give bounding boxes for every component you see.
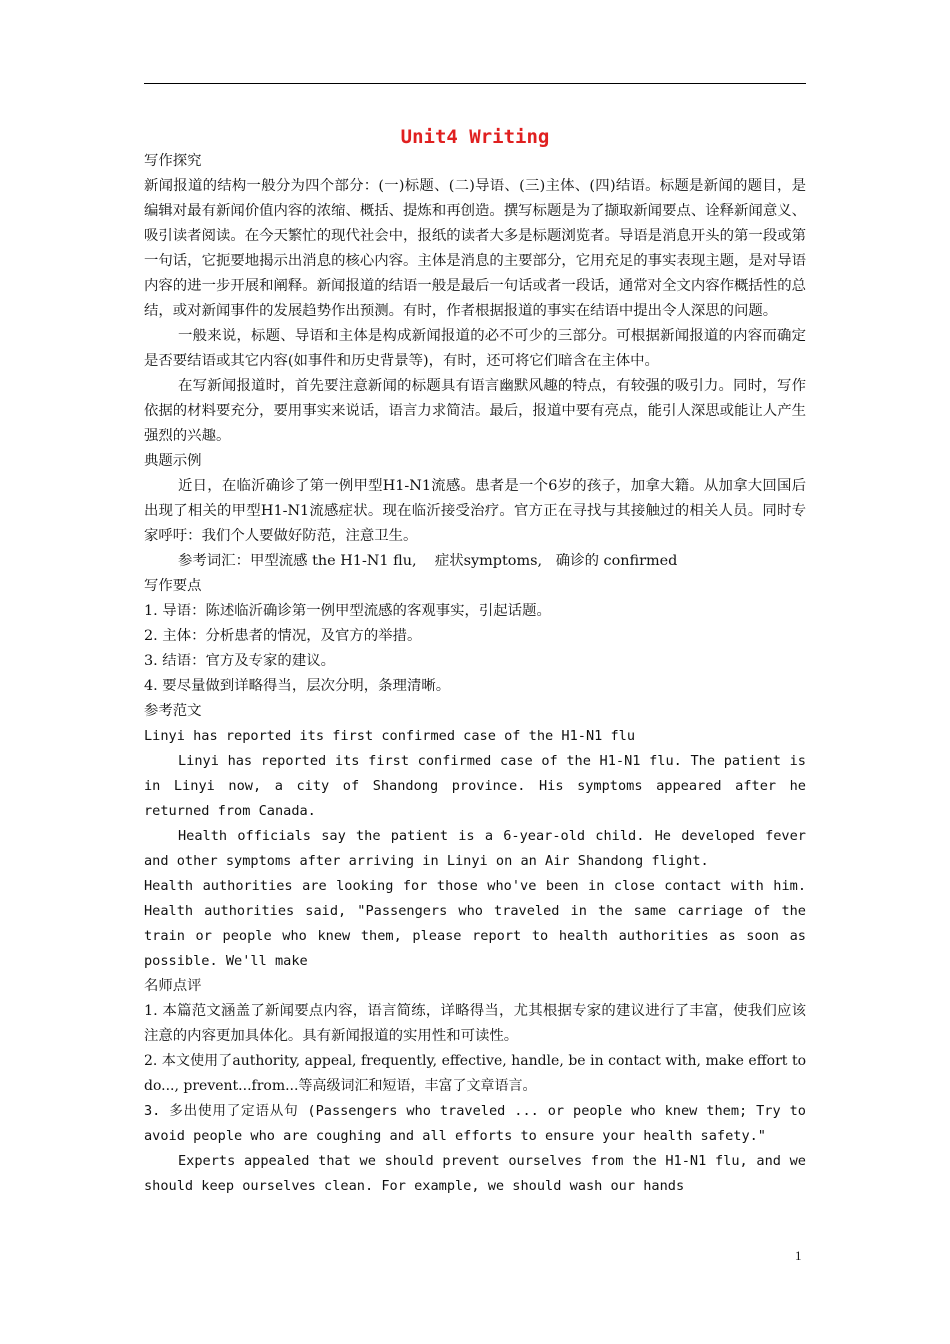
explore-heading: 写作探究 [144,153,202,169]
vocab-line: 参考词汇：甲型流感 the H1-N1 flu, 症状symptoms, 确诊的 confirmed [178,553,678,569]
header-rule [144,83,806,84]
document-body [144,149,806,1199]
explore-paragraph-3: 在写新闻报道时，首先要注意新闻的标题具有语言幽默风趣的特点，有较强的吸引力。同时，写作依据的材料要充分，要用事实来说话，语言力求简洁。最后，报道中要有亮点，能引人深思或能让人产生强烈的兴趣。 [144,378,806,444]
model-paragraph-3: Health authorities are looking for those who've been in close contact with him. Health authorities said, "Passengers who traveled in the same carriage of the train or people who knew them, please report to health authorities as soon as possible. We'll make [144,878,806,969]
comment-heading: 名师点评 [144,978,202,994]
point-item: 1. 导语：陈述临沂确诊第一例甲型流感的客观事实，引起话题。 [144,603,551,619]
comment-1: 1. 本篇范文涵盖了新闻要点内容，语言简练，详略得当，尤其根据专家的建议进行了丰富，使我们应该注意的内容更加具体化。具有新闻报道的实用性和可读性。 [144,1003,806,1044]
points-heading: 写作要点 [144,578,202,594]
model-paragraph-2: Health officials say the patient is a 6-year-old child. He developed fever and other symptoms after arriving in Linyi on an Air Shandong flight. [144,828,806,869]
model-paragraph-1: Linyi has reported its first confirmed case of the H1-N1 flu. The patient is in Linyi now, a city of Shandong province. His symptoms appeared after he returned from Canada. [144,753,806,819]
page-number: 1 [795,1248,802,1263]
model-title: Linyi has reported its first confirmed case of the H1-N1 flu [144,728,636,744]
point-item: 4. 要尽量做到详略得当，层次分明，条理清晰。 [144,678,451,694]
example-heading: 典题示例 [144,453,202,469]
point-item: 2. 主体：分析患者的情况，及官方的举措。 [144,628,422,644]
comment-2: 2. 本文使用了authority, appeal, frequently, effective, handle, be in contact with, make effort to do..., prevent...from...等高级词汇和短语，丰富了文章语言。 [144,1053,806,1094]
comment-4: Experts appealed that we should prevent ourselves from the H1-N1 flu, and we should keep ourselves clean. For example, we should wash our hands [144,1153,806,1194]
explore-paragraph-1: 新闻报道的结构一般分为四个部分：(一)标题、(二)导语、(三)主体、(四)结语。标题是新闻的题目，是编辑对最有新闻价值内容的浓缩、概括、提炼和再创造。撰写标题是为了撷取新闻要点、诠释新闻意义、吸引读者阅读。在今天繁忙的现代社会中，报纸的读者大多是标题浏览者。导语是消息开头的第一段或第一句话，它扼要地揭示出消息的核心内容。主体是消息的主要部分，它用充足的事实表现主题，是对导语内容的进一步开展和阐释。新闻报道的结语一般是最后一句话或者一段话，通常对全文内容作概括性的总结，或对新闻事件的发展趋势作出预测。有时，作者根据报道的事实在结语中提出令人深思的问题。 [144,178,806,319]
point-item: 3. 结语：官方及专家的建议。 [144,653,335,669]
example-paragraph: 近日，在临沂确诊了第一例甲型H1-N1流感。患者是一个6岁的孩子，加拿大籍。从加拿大回国后出现了相关的甲型H1-N1流感症状。现在临沂接受治疗。官方正在寻找与其接触过的相关人员。同时专家呼吁：我们个人要做好防范，注意卫生。 [144,478,806,544]
model-heading: 参考范文 [144,703,202,719]
comment-3: 3. 多出使用了定语从句 (Passengers who traveled ... or people who knew them; Try to avoid people who are coughing and all efforts to ensure your health safety." [144,1103,806,1144]
explore-paragraph-2: 一般来说，标题、导语和主体是构成新闻报道的必不可少的三部分。可根据新闻报道的内容而确定是否要结语或其它内容(如事件和历史背景等)，有时，还可将它们暗含在主体中。 [144,328,806,369]
page-title: Unit4 Writing [400,126,550,148]
